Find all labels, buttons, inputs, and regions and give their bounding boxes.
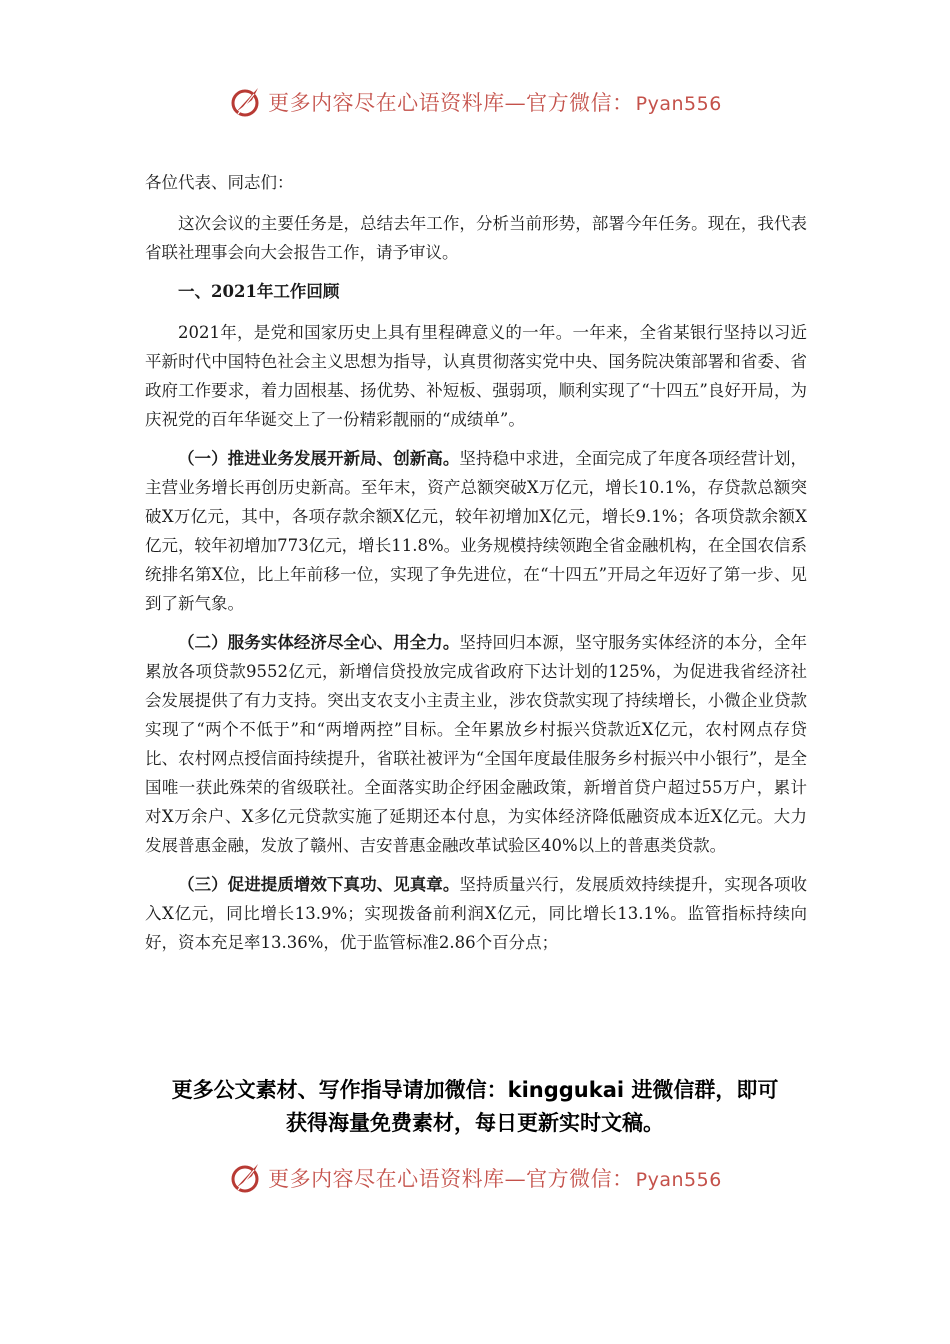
banner-wechat-label: 官方微信： bbox=[526, 91, 634, 115]
banner-text bbox=[268, 87, 722, 117]
document-body bbox=[145, 168, 807, 967]
review-paragraph: 2021年，是党和国家历史上具有里程碑意义的一年。一年来，全省某银行坚持以习近平新时代中国特色社会主义思想为指导，认真贯彻落实党中央、国务院决策部署和省委、省政府工作要求，着力固根基、扬优势、补短板、强弱项，顺利实现了“十四五”良好开局，为庆祝党的百年华诞交上了一份精彩靓丽的“成绩单”。 bbox=[145, 323, 807, 429]
item-body-1: 坚持稳中求进，全面完成了年度各项经营计划，主营业务增长再创历史新高。至年末，资产总额突破X万亿元，增长10.1%，存贷款总额突破X万亿元，其中，各项存款余额X亿元，较年初增加X亿元，增长9.1%；各项贷款余额X亿元，较年初增加773亿元，增长11.8%。业务规模持续领跑全省金融机构，在全国农信系统排名第X位，比上年前移一位，实现了争先进位，在“十四五”开局之年迈好了第一步、见到了新气象。 bbox=[145, 449, 808, 613]
item-body-2: 坚持回归本源，坚守服务实体经济的本分，全年累放各项贷款9552亿元，新增信贷投放完成省政府下达计划的125%，为促进我省经济社会发展提供了有力支持。突出支农支小主责主业，涉农贷款实现了持续增长，小微企业贷款实现了“两个不低于”和“两增两控”目标。全年累放乡村振兴贷款近X亿元，农村网点存贷比、农村网点授信面持续提升，省联社被评为“全国年度最佳服务乡村振兴中小银行”，是全国唯一获此殊荣的省级联社。全面落实助企纾困金融政策，新增首贷户超过55万户，累计对X万余户、X多亿元贷款实施了延期还本付息，为实体经济降低融资成本近X亿元。大力发展普惠金融，发放了赣州、吉安普惠金融改革试验区40%以上的普惠类贷款。 bbox=[145, 633, 808, 855]
promo-notice bbox=[100, 1074, 850, 1140]
banner-text bbox=[268, 1163, 722, 1193]
banner-library-text: 更多内容尽在心语资料库 bbox=[268, 91, 505, 115]
promo-line-2: 获得海量免费素材，每日更新实时文稿。 bbox=[286, 1111, 664, 1135]
banner-wechat-label: 官方微信： bbox=[526, 1167, 634, 1191]
item-heading-1: （一）推进业务发展开新局、创新高。 bbox=[178, 449, 460, 468]
item-paragraph-2 bbox=[145, 628, 807, 860]
banner-dash: — bbox=[504, 1167, 527, 1191]
item-body-3: 坚持质量兴行，发展质效持续提升，实现各项收入X亿元，同比增长13.9%；实现拨备前利润X亿元，同比增长13.1%。监管指标持续向好，资本充足率13.36%，优于监管标准2.86个百分点； bbox=[145, 875, 808, 952]
intro-paragraph: 这次会议的主要任务是，总结去年工作，分析当前形势，部署今年任务。现在，我代表省联社理事会向大会报告工作，请予审议。 bbox=[145, 214, 807, 262]
promo-line-1: 更多公文素材、写作指导请加微信：kinggukai 进微信群，即可 bbox=[171, 1078, 779, 1102]
banner-wechat-id: Pyan556 bbox=[635, 93, 722, 115]
section-heading: 一、2021年工作回顾 bbox=[178, 282, 340, 301]
banner-library-text: 更多内容尽在心语资料库 bbox=[268, 1167, 505, 1191]
banner-dash: — bbox=[504, 91, 527, 115]
footer-banner bbox=[0, 1158, 950, 1198]
item-paragraph-3 bbox=[145, 870, 807, 957]
item-heading-3: （三）促进提质增效下真功、见真章。 bbox=[178, 875, 460, 894]
header-banner bbox=[0, 82, 950, 122]
item-heading-2: （二）服务实体经济尽全心、用全力。 bbox=[178, 633, 460, 652]
salutation: 各位代表、同志们： bbox=[145, 173, 294, 192]
banner-wechat-id: Pyan556 bbox=[635, 1169, 722, 1191]
item-paragraph-1 bbox=[145, 444, 807, 618]
quill-logo-icon bbox=[228, 1160, 264, 1196]
quill-logo-icon bbox=[228, 84, 264, 120]
